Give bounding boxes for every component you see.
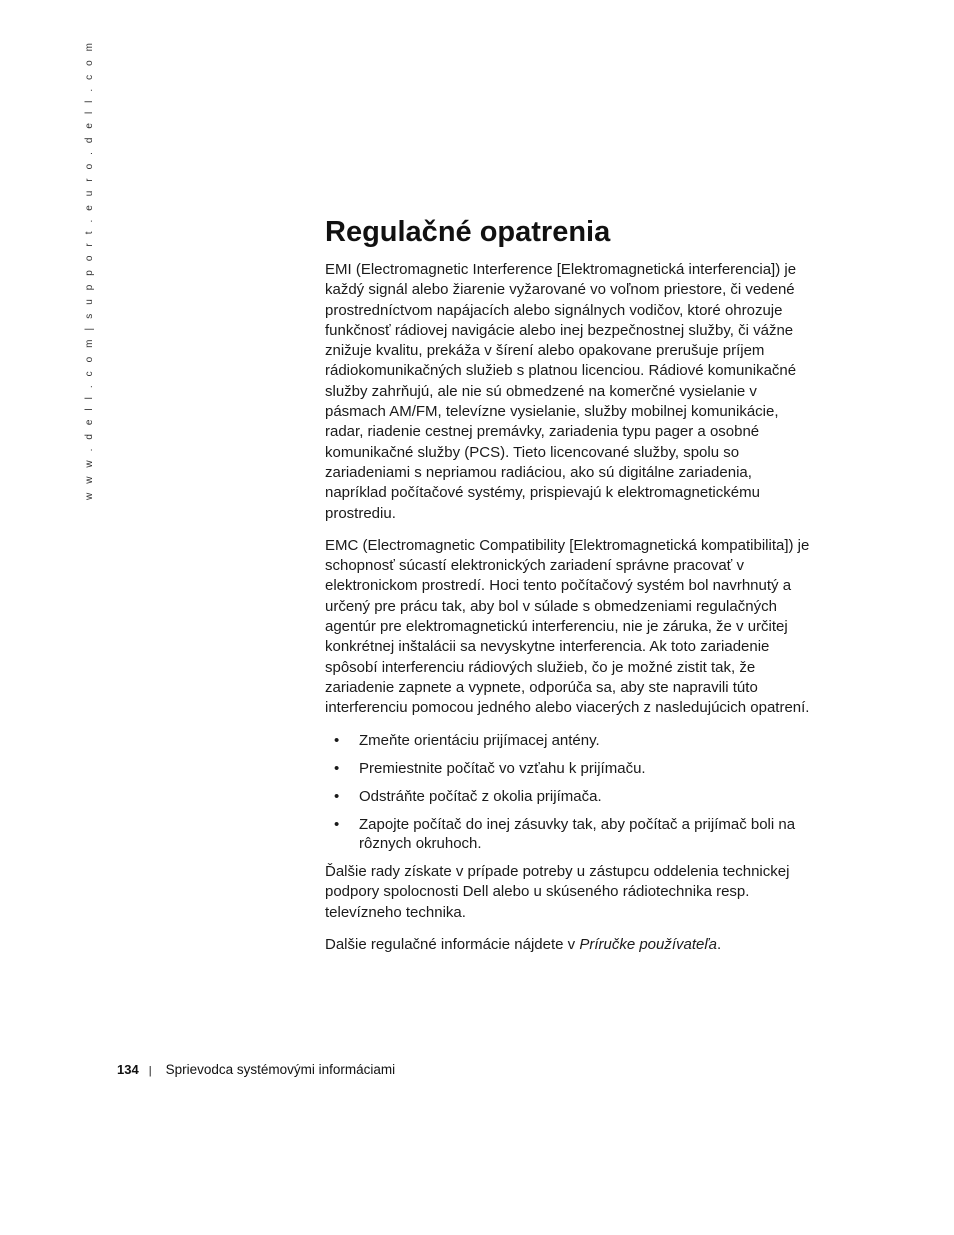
list-item-text: Odstráňte počítač z okolia prijímača. <box>359 787 602 805</box>
list-item <box>325 815 815 854</box>
page-footer <box>117 1062 395 1077</box>
page-number: 134 <box>117 1062 139 1077</box>
side-url-support: s u p p o r t . e u r o . d e l l . c o m <box>84 39 95 319</box>
emc-paragraph: EMC (Electromagnetic Compatibility [Elektromagnetická kompatibilita]) je schopnosť súcastí elektronických zariadení správne pracovať v elektronickom prostredí. Hoci tento počítačový systém bol navrhnutý a určený pre prácu tak, aby bol v súlade s obmedzeniami regulačných agentúr pre elektromagnetickú interferenciu, nie je záruka, že v určitej konkrétnej inštalácii sa nevyskytne interferencia. Ak toto zariadenie spôsobí interferenciu rádiových služieb, čo je možné zistit tak, že zariadenie zapnete a vypnete, odporúča sa, aby ste napravili túto interferenciu pomocou jedného alebo viacerých z nasledujúcich opatrení. <box>325 536 810 717</box>
main-content <box>325 214 815 955</box>
emi-paragraph: EMI (Electromagnetic Interference [Elektromagnetická interferencia]) je každý signál alebo žiarenie vyžarované vo voľnom priestore, či vedené prostredníctvom napájacích alebo signálnych vodičov, ktoré ohrozuje funkčnosť rádiovej navigácie alebo inej bezpečnostnej služby, či vážne znižuje kvalitu, prekáža v šírení alebo opakovane prerušuje príjem rádiokomunikačných služieb s platnou licenciou. Rádiové komunikačné služby zahrňujú, ale nie sú obmedzené na komerčné vysielanie v pásmach AM/FM, televízne vysielanie, služby mobilnej komunikácie, radar, riadenie cestnej premávky, zariadenia typu pager a osobné komunikačné služby (PCS). Tieto licencované služby, spolu so zariadeniami s nepriamou radiáciou, ako sú digitálne zariadenia, napríklad počítačové systémy, prispievajú k elektromagnetickému prostrediu. <box>325 261 797 522</box>
side-website-url <box>84 40 95 500</box>
list-item <box>325 787 815 807</box>
remedy-list <box>325 731 815 854</box>
list-item-text: Zapojte počítač do inej zásuvky tak, aby počítač a prijímač boli na rôznych okruhoch. <box>359 815 796 853</box>
document-title: Sprievodca systémovými informáciami <box>165 1062 396 1077</box>
footer-separator: | <box>148 1065 152 1077</box>
side-url-separator: | <box>84 324 95 331</box>
bullet-icon: • <box>334 759 340 777</box>
page-title: Regulačné opatrenia <box>325 216 611 248</box>
bullet-icon: • <box>334 787 340 805</box>
more-info-suffix: . <box>716 935 722 953</box>
list-item-text: Zmeňte orientáciu prijímacej antény. <box>359 731 600 749</box>
bullet-icon: • <box>334 815 340 833</box>
support-paragraph: Ďalšie rady získate v prípade potreby u zástupcu oddelenia technickej podpory spolocnosti Dell alebo u skúseného rádiotechnika resp. televízneho technika. <box>325 863 790 921</box>
bullet-icon: • <box>334 731 340 749</box>
side-url-dell: w w w . d e l l . c o m <box>84 336 95 500</box>
user-guide-reference: Príručke používateľa <box>579 935 717 953</box>
list-item <box>325 759 815 779</box>
more-info-paragraph <box>325 935 815 955</box>
more-info-prefix: Dalšie regulačné informácie nájdete v <box>325 935 580 953</box>
list-item <box>325 731 815 751</box>
list-item-text: Premiestnite počítač vo vzťahu k prijímaču. <box>359 759 646 777</box>
